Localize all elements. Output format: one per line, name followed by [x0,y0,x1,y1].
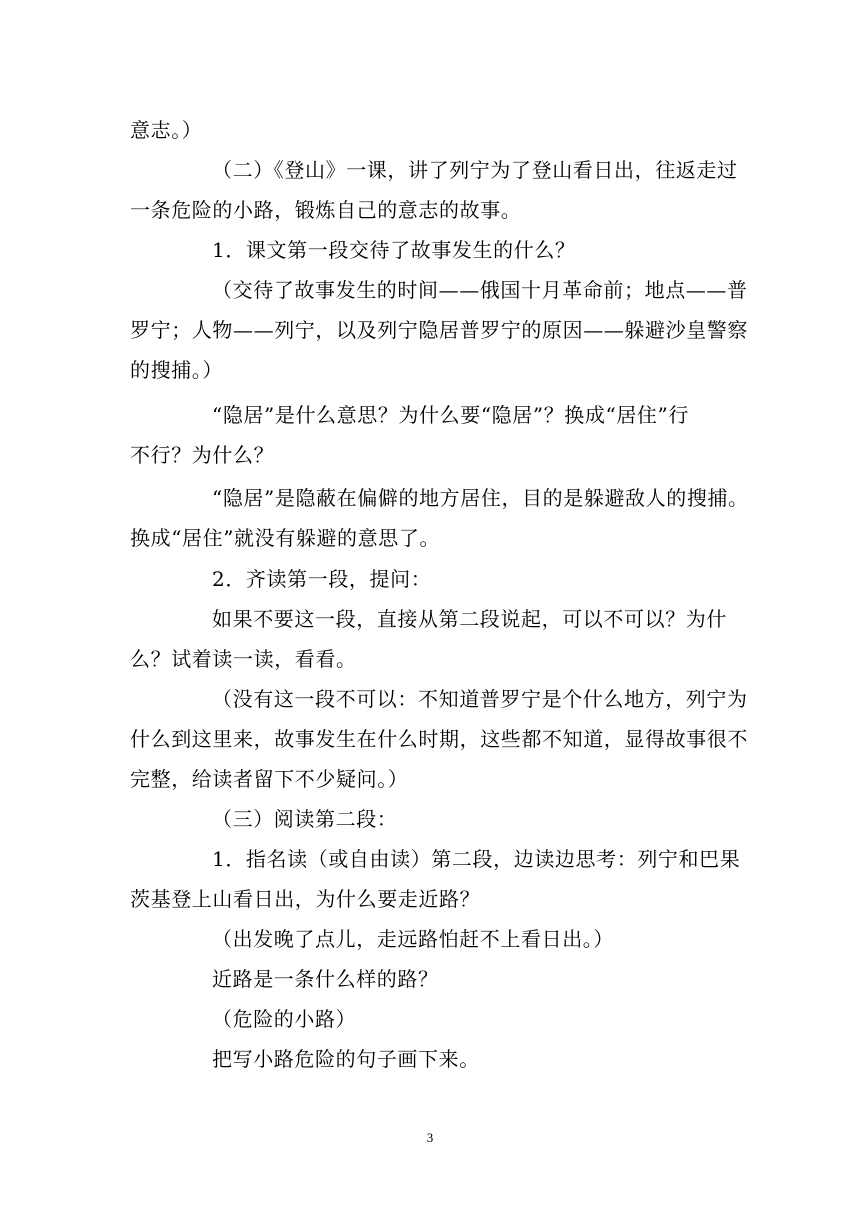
text-line: 把写小路危险的句子画下来。 [212,1047,480,1071]
paragraph [130,999,730,1039]
paragraph [130,478,749,558]
text-line: 1．指名读（或自由读）第二段，边读边思考：列宁和巴果 [212,847,741,871]
paragraph [130,110,730,150]
text-line: “隐居”是隐蔽在偏僻的地方居住，目的是躲避敌人的搜捕。 [212,486,749,510]
text-line: “隐居”是什么意思？为什么要“隐居”？换成“居住”行 [212,403,689,427]
text-line: （三）阅读第二段： [212,807,398,831]
paragraph [130,959,730,999]
text-line: （交待了故事发生的时间——俄国十月革命前；地点——普 [212,278,748,302]
text-line: 近路是一条什么样的路？ [212,967,439,991]
text-line: 的搜捕。） [130,358,223,382]
paragraph [130,559,730,599]
text-line: 完整，给读者留下不少疑问。） [130,767,409,791]
text-line: 一条危险的小路，锻炼自己的意志的故事。 [130,198,522,222]
paragraph [130,679,748,799]
text-line: （危险的小路） [212,1007,357,1031]
text-line: （二）《登山》一课，讲了列宁为了登山看日出，往返走过 [212,158,738,182]
paragraph [130,839,741,919]
text-line: 么？试着读一读，看看。 [130,647,357,671]
text-line: 换成“居住”就没有躲避的意思了。 [130,526,441,550]
page-number: 3 [426,1130,434,1145]
text-line: 茨基登上山看日出，为什么要走近路？ [130,887,481,911]
paragraph [130,270,748,390]
text-line: 不行？为什么？ [130,443,275,467]
paragraph [130,919,730,959]
text-line: 2．齐读第一段，提问： [212,567,432,591]
text-line: 意志。） [130,118,203,142]
text-line: 罗宁；人物——列宁，以及列宁隐居普罗宁的原因——躲避沙皇警察 [130,318,748,342]
paragraph [130,395,730,475]
text-line: （没有这一段不可以：不知道普罗宁是个什么地方，列宁为 [212,687,748,711]
text-line: 1．课文第一段交待了故事发生的什么？ [212,238,576,262]
paragraph [130,150,738,230]
text-line: 如果不要这一段，直接从第二段说起，可以不可以？为什 [212,607,727,631]
text-line: 什么到这里来，故事发生在什么时期，这些都不知道，显得故事很不 [130,727,748,751]
text-line: （出发晚了点儿，走远路怕赶不上看日出。） [212,927,614,951]
paragraph [130,799,730,839]
paragraph [130,599,730,679]
paragraph [130,230,730,270]
paragraph [130,1039,730,1079]
